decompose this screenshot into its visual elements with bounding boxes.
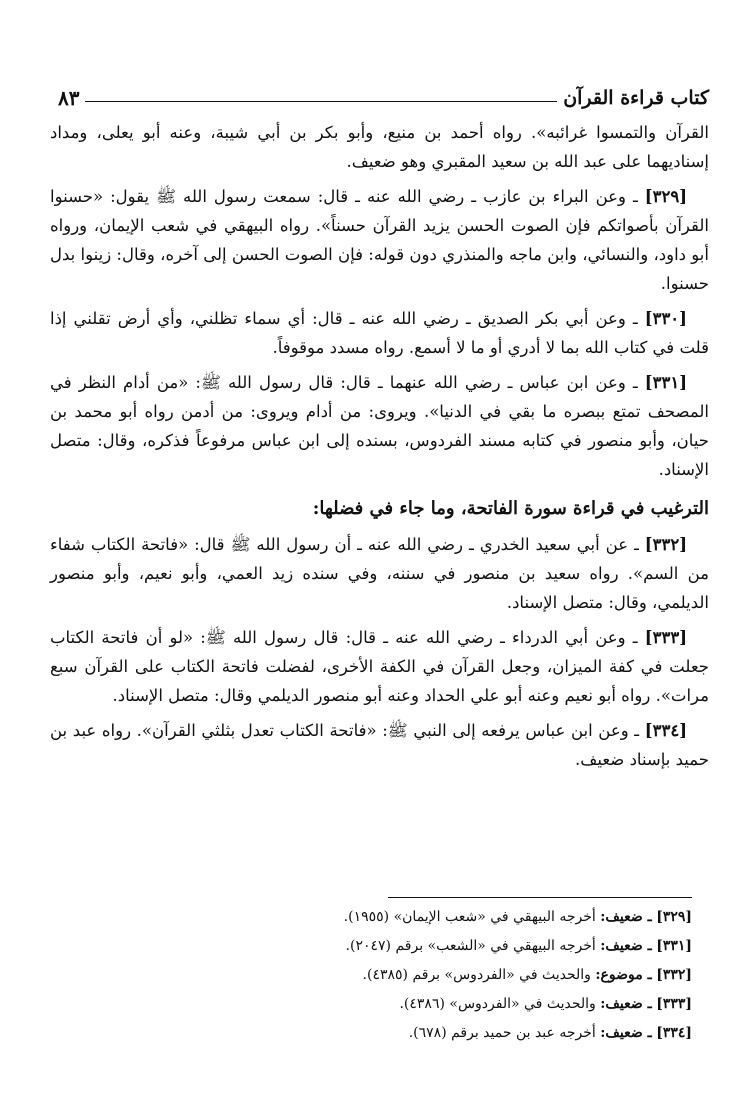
paragraph-text: ـ وعن ابن عباس يرفعه إلى النبي ﷺ: «فاتحة الكتاب تعدل بثلثي القرآن». رواه عبد بن حميد بإسناد ضعيف. bbox=[50, 721, 709, 769]
hadith-number: [٣٣٣] bbox=[644, 628, 687, 647]
footnotes bbox=[120, 905, 692, 1050]
hadith-number: [٣٣١] bbox=[644, 373, 687, 392]
footnote bbox=[120, 1021, 692, 1046]
section-heading: الترغيب في قراءة سورة الفاتحة، وما جاء في فضلها: bbox=[312, 498, 709, 519]
paragraph-text: ـ وعن البراء بن عازب ـ رضي الله عنه ـ قال: سمعت رسول الله ﷺ يقول: «حسنوا القرآن بأصواتكم فإن الصوت الحسن يزيد القرآن حسناً». رواه البيهقي في شعب الإيمان، ورواه أبو داود، والنسائي، وابن ماجه والمنذري دون قوله: فإن الصوت الحسن إلى آخره، وقال: زينوا بدل حسنوا. bbox=[50, 187, 709, 293]
footnote bbox=[120, 992, 692, 1017]
paragraph-continuation bbox=[50, 118, 709, 176]
page-number: ٨٣ bbox=[58, 86, 80, 110]
footnote-text: أخرجه البيهقي في «شعب الإيمان» (١٩٥٥). bbox=[343, 909, 596, 925]
footnote-number: [٣٢٩] bbox=[656, 909, 692, 925]
footnote-grade: ـ موضوع: bbox=[595, 967, 652, 983]
footnote bbox=[120, 934, 692, 959]
running-header bbox=[58, 74, 709, 108]
hadith-number: [٣٢٩] bbox=[644, 187, 688, 206]
paragraph-text: ـ عن أبي سعيد الخدري ـ رضي الله عنه ـ أن رسول الله ﷺ قال: «فاتحة الكتاب شفاء من السم». رواه سعيد بن منصور في سننه، وفي سنده زيد العمي، وأبو نعيم، وأبو منصور الديلمي، وقال: متصل الإسناد. bbox=[50, 535, 709, 612]
header-rule bbox=[85, 101, 557, 102]
paragraph-text: ـ وعن ابن عباس ـ رضي الله عنهما ـ قال: قال رسول الله ﷺ: «من أدام النظر في المصحف تمتع ببصره ما بقي في الدنيا». ويروى: من أدام ويروى: من أدمن رواه أبو محمد بن حيان، وأبو منصور في كتابه مسند الفردوس، بسنده إلى ابن عباس مرفوعاً فذكره، وقال: متصل الإسناد. bbox=[50, 373, 709, 479]
paragraph-text: القرآن والتمسوا غرائبه». رواه أحمد بن منيع، وأبو بكر بن أبي شيبة، وعنه أبو يعلى، ومداد إسناديهما على عبد الله بن سعيد المقبري وهو ضعيف. bbox=[50, 123, 709, 171]
footnote-number: [٣٣٢] bbox=[656, 967, 692, 983]
footnote-text: والحديث في «الفردوس» برقم (٤٣٨٥). bbox=[362, 967, 591, 983]
footnote-grade: ـ ضعيف: bbox=[600, 1025, 652, 1041]
hadith-paragraph bbox=[50, 304, 709, 362]
hadith-paragraph bbox=[50, 368, 709, 484]
paragraph-text: ـ وعن أبي الدرداء ـ رضي الله عنه ـ قال: قال رسول الله ﷺ: «لو أن فاتحة الكتاب جعلت في كفة الميزان، وجعل القرآن في الكفة الأخرى، لفضلت فاتحة الكتاب على القرآن سبع مرات». رواه أبو نعيم وعنه أبو علي الحداد وعنه أبو منصور الديلمي وقال: متصل الإسناد. bbox=[50, 628, 709, 705]
page-body bbox=[50, 118, 709, 780]
hadith-paragraph bbox=[50, 623, 709, 710]
footnote-text: أخرجه البيهقي في «الشعب» برقم (٢٠٤٧). bbox=[345, 938, 596, 954]
hadith-number: [٣٣٤] bbox=[644, 721, 688, 740]
hadith-number: [٣٣٢] bbox=[644, 535, 687, 554]
book-title: كتاب قراءة القرآن bbox=[563, 87, 709, 109]
footnote-number: [٣٣١] bbox=[656, 938, 692, 954]
footnote bbox=[120, 963, 692, 988]
paragraph-text: ـ وعن أبي بكر الصديق ـ رضي الله عنه ـ قال: أي سماء تظلني، وأي أرض تقلني إذا قلت في كتاب الله بما لا أدري أو ما لا أسمع. رواه مسدد موقوفاً. bbox=[50, 309, 709, 357]
footnote-rule bbox=[388, 897, 692, 898]
hadith-paragraph bbox=[50, 530, 709, 617]
hadith-number: [٣٣٠] bbox=[644, 309, 687, 328]
footnote-grade: ـ ضعيف: bbox=[600, 909, 652, 925]
footnote-text: أخرجه عبد بن حميد برقم (٦٧٨). bbox=[408, 1025, 596, 1041]
footnote-text: والحديث في «الفردوس» (٤٣٨٦). bbox=[399, 996, 596, 1012]
hadith-paragraph bbox=[50, 182, 709, 298]
hadith-paragraph bbox=[50, 716, 709, 774]
footnote-number: [٣٣٣] bbox=[656, 996, 692, 1012]
footnote-grade: ـ ضعيف: bbox=[600, 938, 652, 954]
footnote-grade: ـ ضعيف: bbox=[600, 996, 652, 1012]
footnote-number: [٣٣٤] bbox=[656, 1025, 692, 1041]
footnote bbox=[120, 905, 692, 930]
